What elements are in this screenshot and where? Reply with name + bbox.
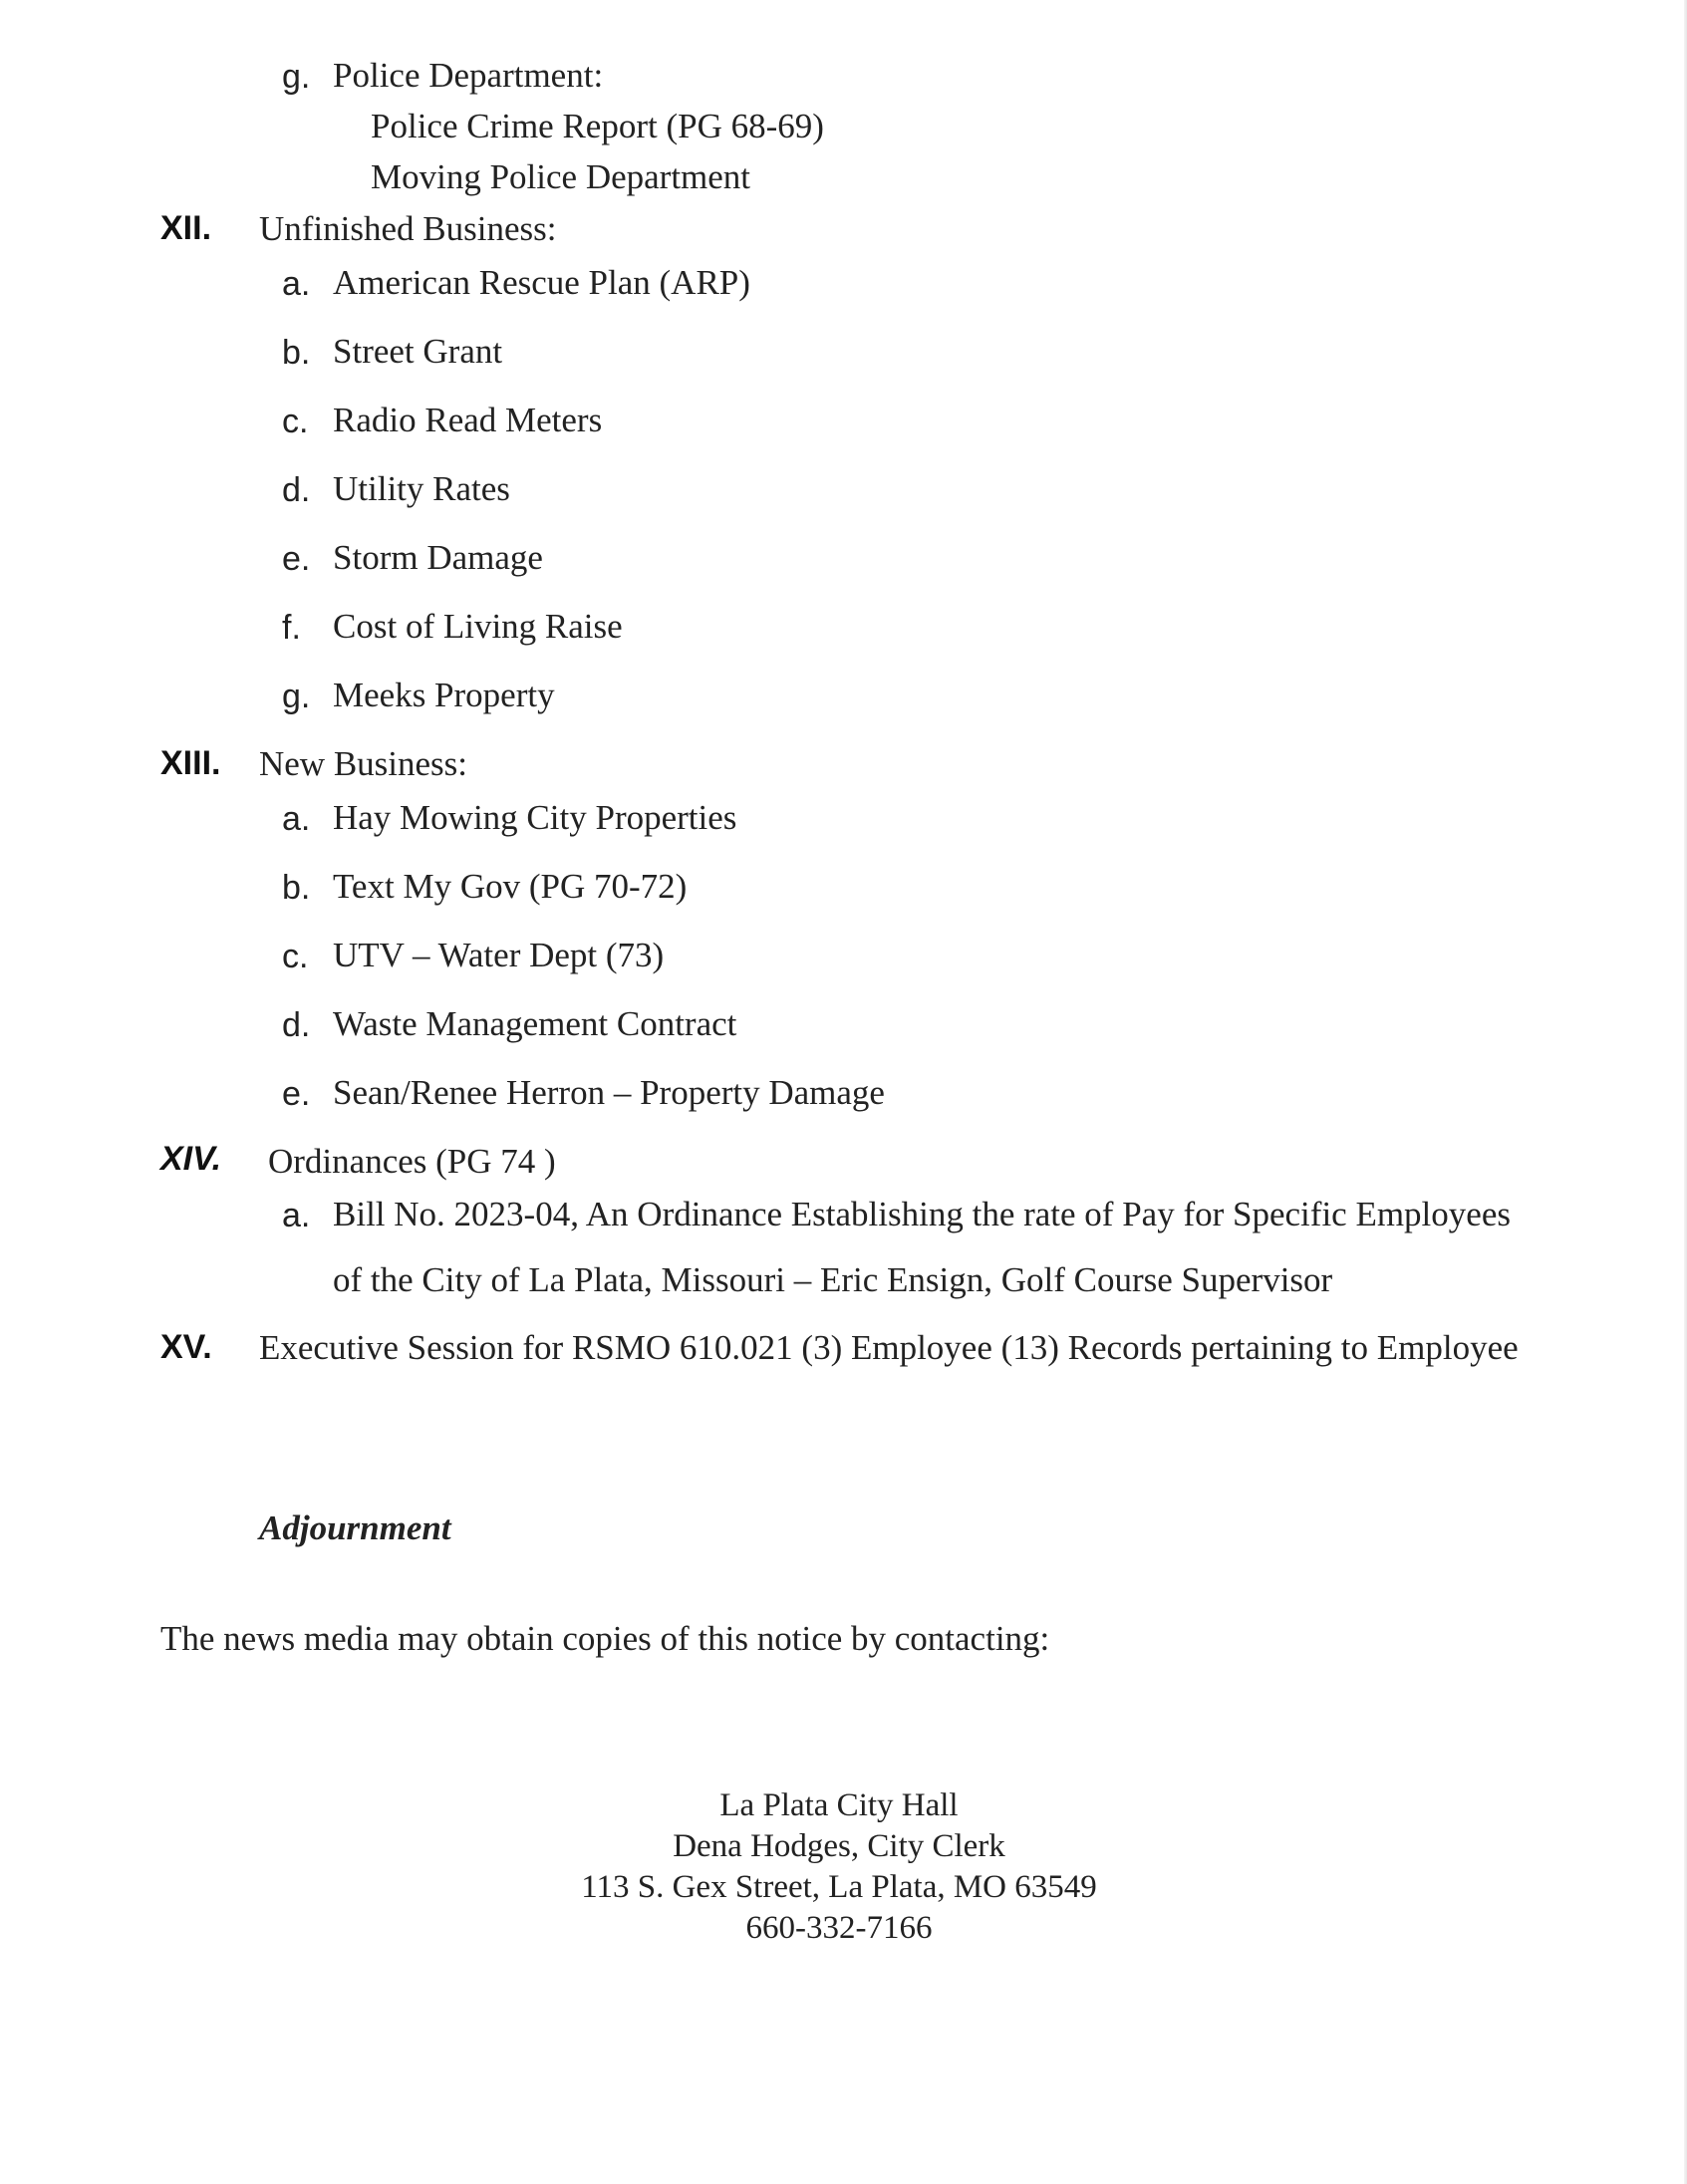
contact-clerk: Dena Hodges, City Clerk	[673, 1828, 1005, 1864]
media-notice: The news media may obtain copies of this notice by contacting:	[160, 1619, 1050, 1658]
item-letter: g.	[282, 58, 311, 96]
item-letter: a.	[282, 800, 311, 838]
section-heading-ordinances: Ordinances (PG 74 )	[268, 1142, 556, 1181]
item-letter: a.	[282, 1197, 311, 1234]
section-numeral: XV.	[160, 1328, 212, 1366]
agenda-item: Cost of Living Raise	[333, 607, 623, 646]
agenda-item: Street Grant	[333, 332, 503, 371]
contact-phone: 660-332-7166	[745, 1910, 933, 1946]
section-numeral: XIII.	[160, 744, 221, 782]
agenda-item: American Rescue Plan (ARP)	[333, 263, 750, 302]
agenda-item: Radio Read Meters	[333, 401, 603, 439]
ordinance-text-line: Bill No. 2023-04, An Ordinance Establishing the rate of Pay for Specific Employees	[333, 1195, 1511, 1233]
contact-address: 113 S. Gex Street, La Plata, MO 63549	[581, 1869, 1097, 1905]
item-letter: b.	[282, 869, 311, 907]
agenda-item: Hay Mowing City Properties	[333, 798, 737, 837]
item-letter: e.	[282, 540, 311, 578]
police-subitem: Police Crime Report (PG 68-69)	[371, 107, 824, 145]
item-letter: b.	[282, 334, 311, 372]
item-letter: e.	[282, 1075, 311, 1113]
adjournment-heading: Adjournment	[259, 1508, 451, 1547]
section-heading-unfinished-business: Unfinished Business:	[259, 209, 557, 248]
agenda-item: Text My Gov (PG 70-72)	[333, 867, 688, 906]
ordinance-text-line: of the City of La Plata, Missouri – Eric Ensign, Golf Course Supervisor	[333, 1260, 1333, 1299]
section-heading-new-business: New Business:	[259, 744, 468, 783]
item-letter: a.	[282, 265, 311, 303]
agenda-item: Utility Rates	[333, 469, 510, 508]
item-letter: c.	[282, 403, 309, 440]
section-numeral: XII.	[160, 209, 212, 247]
item-letter: d.	[282, 471, 311, 509]
agenda-item: Storm Damage	[333, 538, 543, 577]
item-letter: d.	[282, 1006, 311, 1044]
agenda-item: UTV – Water Dept (73)	[333, 936, 665, 974]
police-subitem: Moving Police Department	[371, 157, 751, 196]
item-letter: f.	[282, 609, 301, 647]
agenda-item: Sean/Renee Herron – Property Damage	[333, 1073, 885, 1112]
police-department-heading: Police Department:	[333, 56, 604, 95]
agenda-item: Meeks Property	[333, 676, 555, 714]
item-letter: g.	[282, 678, 311, 715]
contact-office: La Plata City Hall	[719, 1787, 959, 1823]
item-letter: c.	[282, 938, 309, 975]
section-numeral: XIV.	[160, 1140, 222, 1178]
section-heading-executive-session: Executive Session for RSMO 610.021 (3) Employee (13) Records pertaining to Employee	[259, 1328, 1519, 1367]
agenda-item: Waste Management Contract	[333, 1004, 737, 1043]
